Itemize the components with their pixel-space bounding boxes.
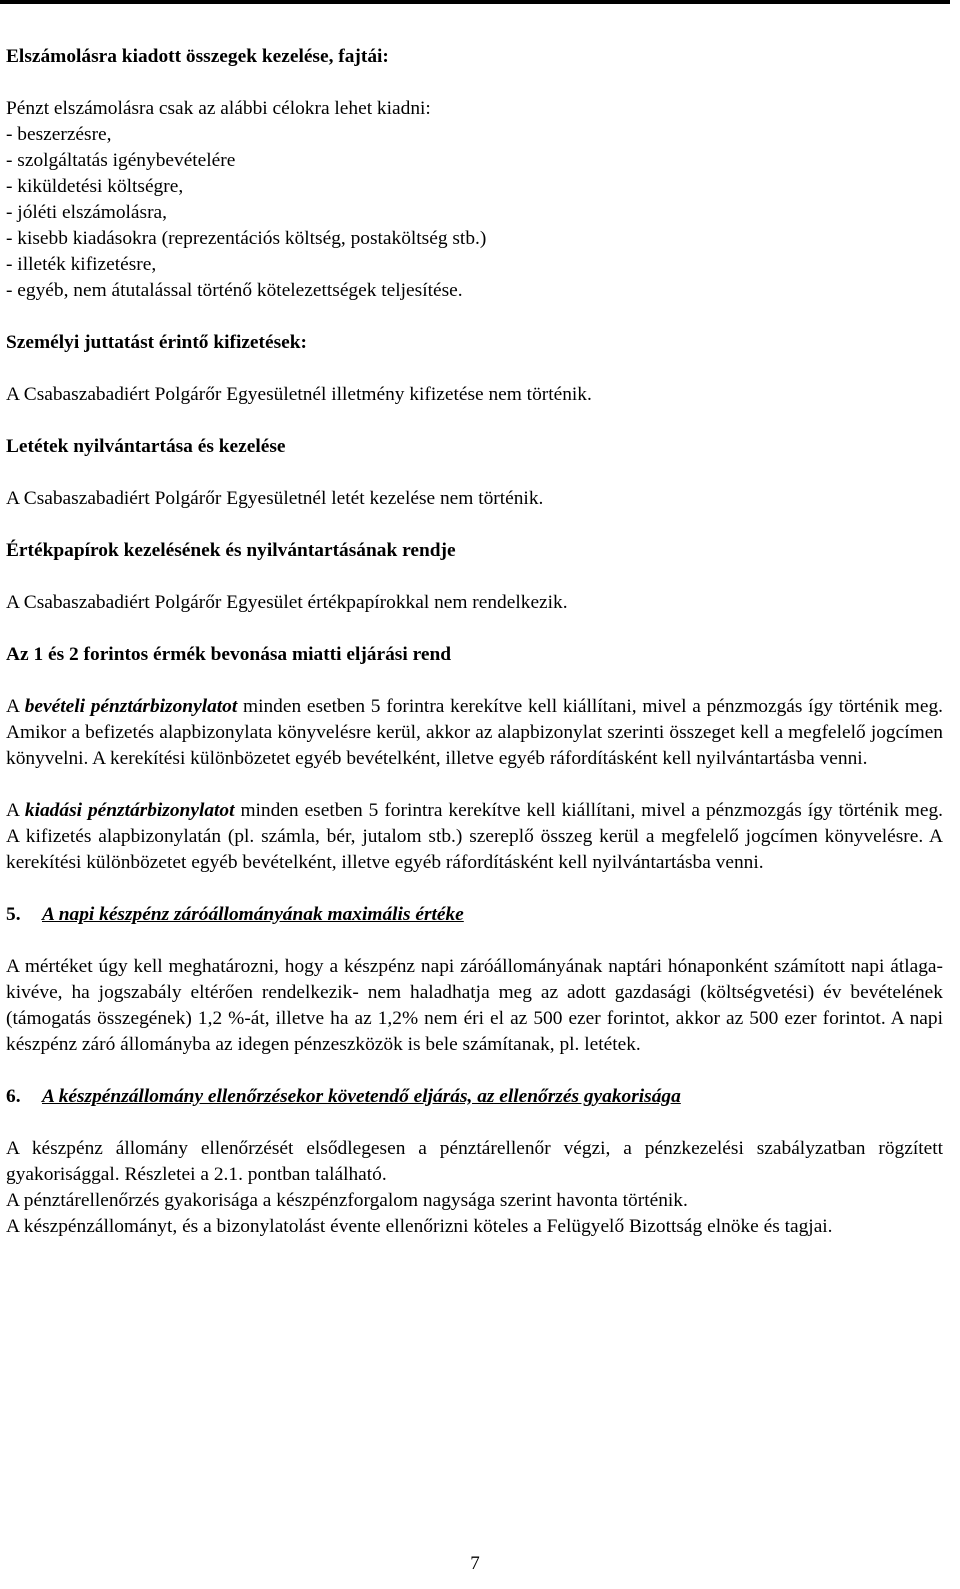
section-heading-cash-limit: [6, 902, 943, 928]
section-heading-cash-audit: [6, 1084, 943, 1110]
section-heading-personal-payments: Személyi juttatást érintő kifizetések:: [6, 332, 307, 353]
income-voucher-term: bevételi pénztárbizonylatot: [24, 696, 238, 717]
list-item: - kiküldetési költségre,: [6, 176, 184, 197]
section-heading-cash-advances: Elszámolásra kiadott összegek kezelése, fajtái:: [6, 46, 389, 67]
cash-audit-paragraph-3: A készpénzállományt, és a bizonylatolást évente ellenőrizni köteles a Felügyelő Bizottság elnöke és tagjai.: [6, 1216, 833, 1237]
section-heading-securities: Értékpapírok kezelésének és nyilvántartásának rendje: [6, 540, 456, 561]
top-border-line: [0, 0, 950, 4]
deposits-text: A Csabaszabadiért Polgárőr Egyesületnél letét kezelése nem történik.: [6, 488, 544, 509]
expense-voucher-term: kiadási pénztárbizonylatot: [24, 800, 235, 821]
expense-voucher-paragraph: A kiadási pénztárbizonylatot minden esetben 5 forintra kerekítve kell kiállítani, mivel a pénzmozgás így történik meg. A kifizetés alapbizonylatán (pl. számla, bér, jutalom stb.) szereplő összeg kerül a megfelelő jogcímen könyvelésre. A kerekítési különbözetet egyéb bevételként, illetve egyéb ráfordításként kell nyilvántartásba venni.: [6, 800, 944, 873]
cash-advance-intro: Pénzt elszámolásra csak az alábbi célokra lehet kiadni:: [6, 98, 431, 119]
securities-text: A Csabaszabadiért Polgárőr Egyesület értékpapírokkal nem rendelkezik.: [6, 592, 568, 613]
cash-limit-text: A mértéket úgy kell meghatározni, hogy a készpénz napi záróállományának naptári hónaponként számított napi átlaga- kivéve, ha jogszabály eltérően rendelkezik- nem haladhatja meg az adott gazdasági (költségvetési) év bevételének (támogatás összegének) 1,2 %-át, illetve ha az 1,2% nem éri el az 500 ezer forintot, akkor az 500 ezer forintot. A napi készpénz záró állományba az idegen pénzeszközök is bele számítanak, pl. letétek.: [6, 956, 943, 1055]
list-item: - egyéb, nem átutalással történő kötelezettségek teljesítése.: [6, 280, 463, 301]
list-item: - jóléti elszámolásra,: [6, 202, 167, 223]
section-title: A készpénzállomány ellenőrzésekor követendő eljárás, az ellenőrzés gyakorisága: [42, 1086, 681, 1107]
page-number: 7: [470, 1553, 480, 1574]
section-number: 6.: [6, 1086, 21, 1107]
list-item: - illeték kifizetésre,: [6, 254, 157, 275]
income-voucher-paragraph: A bevételi pénztárbizonylatot minden esetben 5 forintra kerekítve kell kiállítani, mivel a pénzmozgás így történik meg. Amikor a befizetés alapbizonylata könyvelésre kerül, akkor az alapbizonylat szerinti összeget kell a megfelelő jogcímen könyvelni. A kerekítési különbözetet egyéb bevételként, illetve egyéb ráfordításként kell nyilvántartásba venni.: [6, 696, 943, 769]
section-heading-coin-rounding: Az 1 és 2 forintos érmék bevonása miatti eljárási rend: [6, 644, 452, 665]
list-item: - szolgáltatás igénybevételére: [6, 150, 236, 171]
list-item: - kisebb kiadásokra (reprezentációs költség, postaköltség stb.): [6, 228, 487, 249]
section-title: A napi készpénz záróállományának maximális értéke: [42, 904, 464, 925]
document-page: [6, 44, 943, 1240]
list-item: - beszerzésre,: [6, 124, 112, 145]
cash-audit-paragraph-2: A pénztárellenőrzés gyakorisága a készpénzforgalom nagysága szerint havonta történik.: [6, 1190, 688, 1211]
cash-audit-paragraph-1: A készpénz állomány ellenőrzését elsődlegesen a pénztárellenőr végzi, a pénzkezelési szabályzatban rögzített gyakorisággal. Részletei a 2.1. pontban található.: [6, 1138, 943, 1185]
personal-payments-text: A Csabaszabadiért Polgárőr Egyesületnél illetmény kifizetése nem történik.: [6, 384, 592, 405]
section-number: 5.: [6, 904, 21, 925]
section-heading-deposits: Letétek nyilvántartása és kezelése: [6, 436, 286, 457]
